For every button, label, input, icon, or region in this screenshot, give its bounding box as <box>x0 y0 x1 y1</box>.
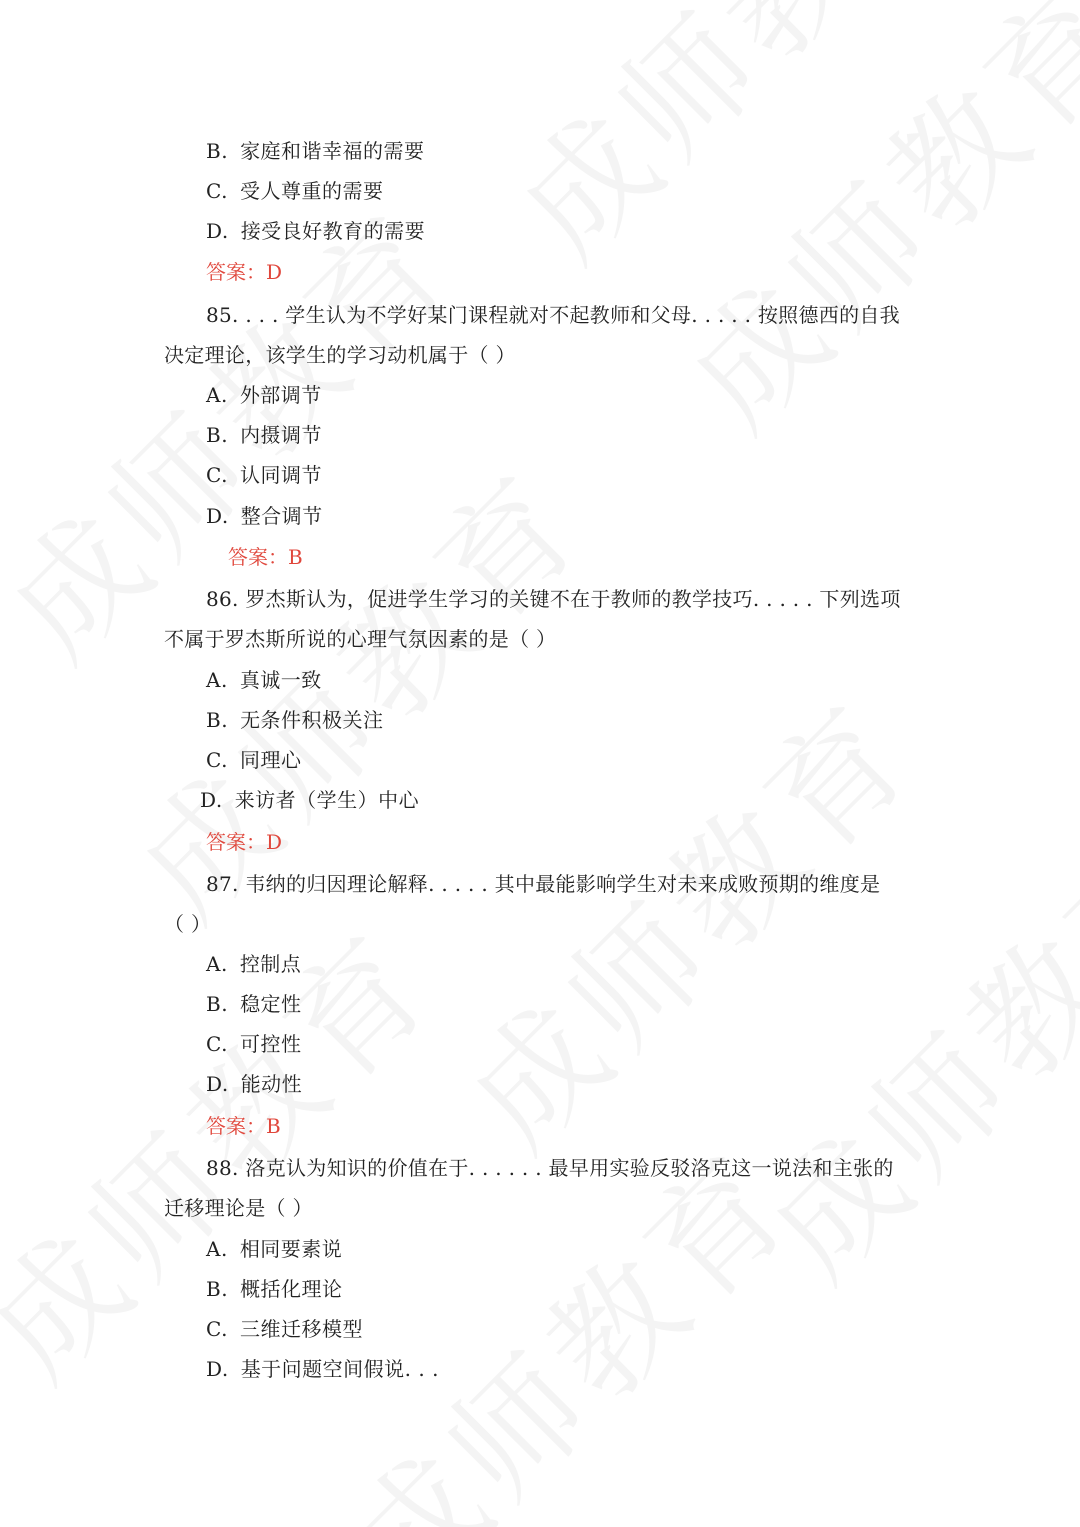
option-c: C. 三维迁移模型 <box>206 1317 363 1341</box>
option-d: D. 来访者（学生）中心 <box>200 788 420 812</box>
answer-text: 答案：B <box>228 545 303 569</box>
option-b: B. 概括化理论 <box>206 1277 343 1301</box>
answer-text: 答案：D <box>206 260 283 284</box>
question-85-line-1: 85. . . . 学生认为不学好某门课程就对不起教师和父母. . . . . 按照德西的自我 <box>206 303 900 327</box>
option-b: B. 无条件积极关注 <box>206 708 384 732</box>
question-88-line-1: 88. 洛克认为知识的价值在于. . . . . . 最早用实验反驳洛克这一说法和主张的 <box>206 1156 894 1180</box>
option-d: D. 整合调节 <box>206 504 323 528</box>
question-87-line-2: （ ） <box>164 912 212 936</box>
question-85-line-2: 决定理论，该学生的学习动机属于（ ） <box>164 343 516 367</box>
question-86-line-1: 86. 罗杰斯认为，促进学生学习的关键不在于教师的教学技巧. . . . . 下列选项 <box>206 587 901 611</box>
answer-text: 答案：B <box>206 1114 281 1138</box>
question-87-line-1: 87. 韦纳的归因理论解释. . . . . 其中最能影响学生对未来成败预期的维度是 <box>206 872 881 896</box>
option-c: C. 受人尊重的需要 <box>206 179 384 203</box>
option-c: C. 同理心 <box>206 748 302 772</box>
option-a: A. 相同要素说 <box>206 1237 343 1261</box>
answer-text: 答案：D <box>206 830 283 854</box>
question-88-line-2: 迁移理论是（ ） <box>164 1196 313 1220</box>
option-c: C. 可控性 <box>206 1032 302 1056</box>
option-d: D. 基于问题空间假说. . . <box>206 1357 439 1381</box>
option-a: A. 真诚一致 <box>206 668 322 692</box>
option-d: D. 接受良好教育的需要 <box>206 219 426 243</box>
option-a: A. 控制点 <box>206 952 302 976</box>
question-86-line-2: 不属于罗杰斯所说的心理气氛因素的是（ ） <box>164 627 557 651</box>
option-b: B. 家庭和谐幸福的需要 <box>206 139 425 163</box>
option-b: B. 内摄调节 <box>206 423 323 447</box>
option-c: C. 认同调节 <box>206 463 322 487</box>
option-d: D. 能动性 <box>206 1072 303 1096</box>
option-a: A. 外部调节 <box>206 383 322 407</box>
option-b: B. 稳定性 <box>206 992 302 1016</box>
